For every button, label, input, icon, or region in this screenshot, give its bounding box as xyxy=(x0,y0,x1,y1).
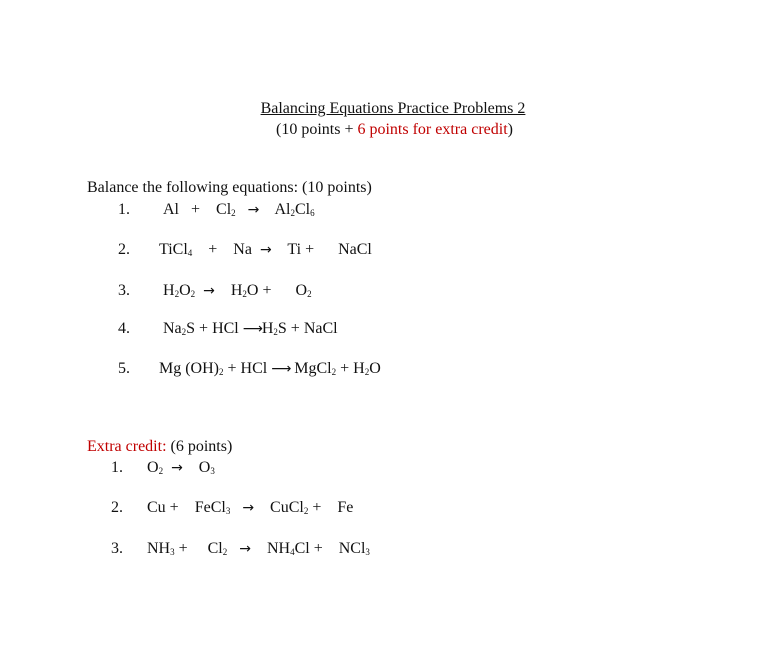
extra-equation-2: Cu + FeCl$_3$ → CuCl$_2$ + Fe xyxy=(147,499,354,516)
page-title: Balancing Equations Practice Problems 2 xyxy=(260,100,526,117)
extra-credit-heading: Extra credit: (6 points) xyxy=(87,438,233,455)
problem-number: 1. xyxy=(118,201,130,218)
problem-number: 4. xyxy=(118,320,130,337)
extra-credit-points: 6 points for extra credit xyxy=(357,121,508,138)
page-subtitle: (10 points + 6 points for extra credit) xyxy=(276,121,513,138)
problem-number: 2. xyxy=(118,241,130,258)
equation-3: $H_2O_2$ → $H_2O$ + $O_2$ xyxy=(163,282,312,299)
equation-5: Mg $(OH)_2$ + HCl ⟶ MgCl$_2$ + $H_2O$ xyxy=(159,360,381,377)
problem-number: 5. xyxy=(118,360,130,377)
extra-equation-3: $NH_3$ + $Cl_2$ → $NH_4Cl$ + NCl$_3$ xyxy=(147,540,370,557)
equation-1: Al + $Cl_2$ → $Al_2Cl_6$ xyxy=(163,201,315,218)
equation-2: TiCl$_4$ + Na → Ti + NaCl xyxy=(159,241,372,258)
equation-4: $Na_2S$ + HCl $⟶H_2S$ + NaCl xyxy=(163,320,338,337)
problem-number: 3. xyxy=(118,282,130,299)
problem-number: 3. xyxy=(111,540,123,557)
extra-equation-1: $O_2$ → $O_3$ xyxy=(147,459,215,476)
section-heading: Balance the following equations: (10 points) xyxy=(87,179,372,196)
problem-number: 1. xyxy=(111,459,123,476)
problem-number: 2. xyxy=(111,499,123,516)
